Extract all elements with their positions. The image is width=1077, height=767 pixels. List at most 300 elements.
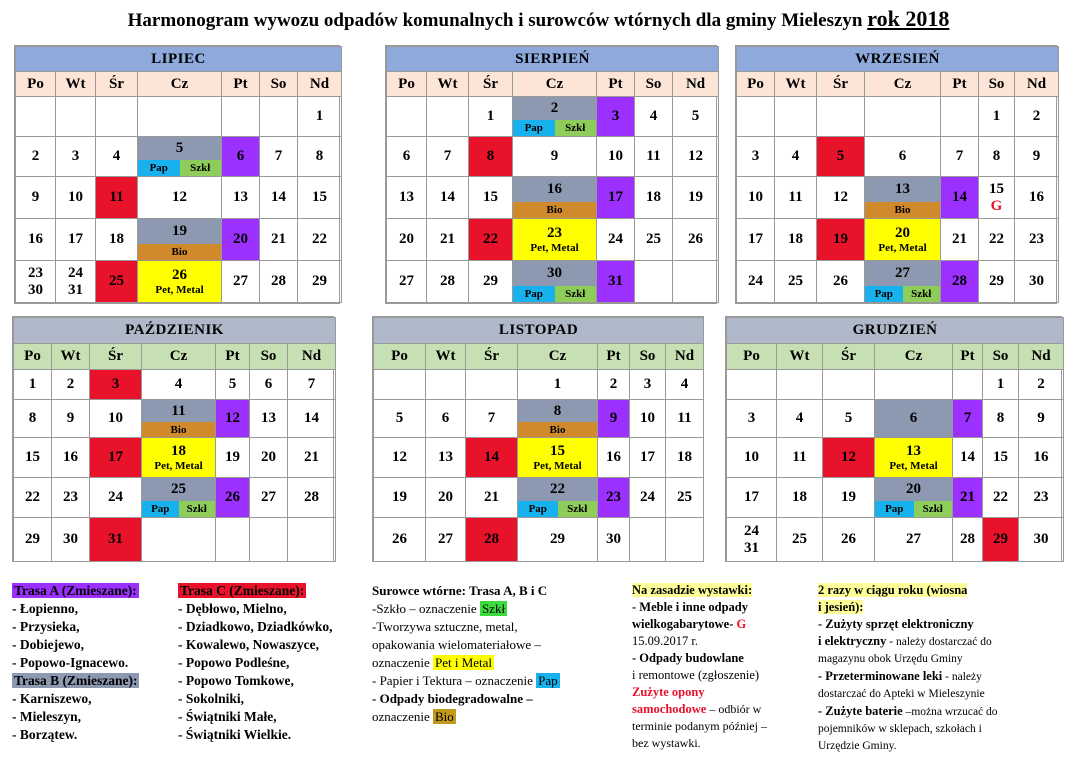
pet-metal-tag: Pet, Metal (533, 460, 582, 472)
day-number: 5 (138, 137, 221, 160)
day-cell-pap-szkl (875, 478, 953, 518)
day-header: Wt (52, 344, 90, 370)
day-cell: 30 (598, 518, 630, 562)
day-cell: 30 (52, 518, 90, 562)
day-cell: 17 (630, 438, 666, 478)
day-header: Nd (1015, 72, 1059, 97)
bio-tag: Bio (518, 422, 597, 437)
day-cell: 1 (298, 97, 342, 137)
day-cell: 29 (298, 261, 342, 303)
day-cell-trasa-a: 21 (953, 478, 983, 518)
day-cell: 9 (16, 177, 56, 219)
day-cell: 4 (635, 97, 673, 137)
day-cell: 14 (288, 400, 336, 438)
day-header: Cz (875, 344, 953, 370)
day-cell: 1 (518, 370, 598, 400)
szkl-tag: Szkł (179, 501, 216, 517)
day-cell: 7 (466, 400, 518, 438)
legend-line: pojemników w sklepach, szkołach i (818, 723, 982, 735)
day-cell: 18 (666, 438, 704, 478)
day-cell: 12 (138, 177, 222, 219)
day-cell: 4 (775, 137, 817, 177)
day-header: Nd (1019, 344, 1064, 370)
legend-text: i elektryczny (818, 634, 887, 648)
day-number: 2 (513, 97, 596, 120)
day-header: So (630, 344, 666, 370)
day-cell-pap-szkl (513, 261, 597, 303)
legend-line (818, 703, 1068, 721)
day-cell: 11 (666, 400, 704, 438)
day-cell-pet-metal (138, 261, 222, 303)
day-cell: 25 (777, 518, 823, 562)
legend-line (372, 654, 617, 672)
day-cell: 14 (953, 438, 983, 478)
dwa-razy-title2 (818, 599, 1068, 616)
bio-tag: Bio (513, 202, 596, 218)
day-cell: 20 (387, 219, 427, 261)
pap-label: Pap (538, 673, 558, 688)
day-cell: 24 (597, 219, 635, 261)
day-header: Nd (673, 72, 719, 97)
day-cell: 2 (598, 370, 630, 400)
day-header: Nd (666, 344, 704, 370)
legend-text: –można wrzucać do (902, 706, 998, 718)
pap-tag: Pap (865, 286, 903, 302)
day-cell: 1 (14, 370, 52, 400)
legend-dwa-razy (818, 582, 1068, 755)
day-cell: 4 (142, 370, 216, 400)
day-number: 15 (989, 180, 1004, 197)
day-header: Po (14, 344, 52, 370)
day-cell: 9 (52, 400, 90, 438)
day-cell-trasa-a: 9 (598, 400, 630, 438)
day-cell: 5 (673, 97, 719, 137)
day-cell: 10 (56, 177, 96, 219)
day-cell: 8 (14, 400, 52, 438)
day-header: Wt (427, 72, 469, 97)
szkl-tag: Szkł (555, 120, 597, 136)
day-cell-trasa-a: 6 (222, 137, 260, 177)
day-cell: 25 (666, 478, 704, 518)
legend-item: - Łopienno, (12, 601, 79, 616)
day-cell: 19 (374, 478, 426, 518)
legend-line (818, 668, 1068, 686)
day-header: Po (16, 72, 56, 97)
day-cell: 10 (727, 438, 777, 478)
day-cell: 28 (260, 261, 298, 303)
month-title: PAŹDZIENIK (14, 318, 336, 344)
day-cell: 10 (90, 400, 142, 438)
day-cell: 8 (979, 137, 1015, 177)
day-header: Po (727, 344, 777, 370)
day-cell-trasa-c: 11 (96, 177, 138, 219)
month-title: LIPIEC (16, 47, 342, 72)
day-cell-trasa-c: 17 (90, 438, 142, 478)
day-header: Śr (90, 344, 142, 370)
day-cell: 6 (387, 137, 427, 177)
day-cell-gabaryty (979, 177, 1015, 219)
day-cell: 15 (983, 438, 1019, 478)
day-cell-trasa-c: 22 (469, 219, 513, 261)
day-number: 24 (68, 264, 83, 281)
legend-item: - Borzątew. (12, 727, 78, 742)
month-grudzien (725, 316, 1062, 562)
legend-text: - Zużyte baterie (818, 704, 903, 718)
day-cell: 3 (630, 370, 666, 400)
dwa-razy-label: i jesień): (818, 600, 864, 614)
day-cell: 7 (941, 137, 979, 177)
day-header: Po (387, 72, 427, 97)
day-header: Śr (823, 344, 875, 370)
day-cell-pet-metal (518, 438, 598, 478)
gabaryty-tag: G (990, 197, 1003, 214)
bio-tag: Bio (138, 244, 221, 260)
day-cell-double (727, 518, 777, 562)
day-cell: 28 (953, 518, 983, 562)
day-cell-trasa-a: 7 (953, 400, 983, 438)
legend-item: - Popowo Podleśne, (178, 655, 290, 670)
legend-text: wielkogabarytowe- (632, 617, 737, 631)
szkl-tag: Szkł (180, 160, 222, 176)
legend-trasa-c-title (178, 582, 363, 600)
day-cell: 21 (466, 478, 518, 518)
day-cell-trasa-c: 31 (90, 518, 142, 562)
pet-metal-tag: Pet, Metal (154, 460, 203, 472)
legend-item: - Świątniki Wielkie. (178, 727, 292, 742)
day-cell: 23 (1019, 478, 1064, 518)
day-header: Pt (953, 344, 983, 370)
legend-line: terminie podanym później – (632, 719, 767, 733)
day-header: Cz (513, 72, 597, 97)
day-cell-pet-metal (875, 438, 953, 478)
day-number: 16 (513, 177, 596, 202)
legend-trasa-b-title (12, 672, 172, 690)
day-cell-gray: 6 (875, 400, 953, 438)
pap-tag: Pap (875, 501, 914, 517)
legend-item: - Dobiejewo, (12, 637, 84, 652)
day-header: So (979, 72, 1015, 97)
day-number: 13 (865, 177, 940, 202)
legend-line: - Meble i inne odpady (632, 600, 748, 614)
day-cell-pet-metal (513, 219, 597, 261)
day-cell: 2 (52, 370, 90, 400)
day-cell: 25 (775, 261, 817, 303)
day-cell: 6 (865, 137, 941, 177)
legend-line: bez wystawki. (632, 736, 701, 750)
day-cell: 13 (426, 438, 466, 478)
day-cell: 6 (250, 370, 288, 400)
day-cell: 24 (90, 478, 142, 518)
day-header: Śr (469, 72, 513, 97)
trasa-c-label: Trasa C (Zmieszane): (180, 583, 305, 598)
day-cell: 27 (250, 478, 288, 518)
day-cell-trasa-a: 28 (941, 261, 979, 303)
pet-metal-tag: Pet, Metal (530, 242, 579, 254)
day-number: 11 (142, 400, 215, 422)
title-year: rok 2018 (867, 6, 950, 31)
day-cell-trasa-a: 17 (597, 177, 635, 219)
day-cell: 30 (1019, 518, 1064, 562)
day-header: So (635, 72, 673, 97)
day-number: 20 (875, 478, 952, 501)
day-header: Po (737, 72, 775, 97)
day-cell: 12 (374, 438, 426, 478)
day-cell: 11 (635, 137, 673, 177)
legend-text: - należy (942, 671, 982, 683)
szkl-tag: Szkł (558, 501, 598, 517)
pap-tag: Pap (142, 501, 179, 517)
legend-item: - Kowalewo, Nowaszyce, (178, 637, 319, 652)
day-header: Śr (817, 72, 865, 97)
day-cell: 14 (427, 177, 469, 219)
day-number: 24 (744, 522, 759, 539)
day-cell: 2 (16, 137, 56, 177)
day-cell: 16 (1019, 438, 1064, 478)
day-number: 8 (518, 400, 597, 422)
bio-tag: Bio (142, 422, 215, 437)
day-header: So (260, 72, 298, 97)
day-cell: 4 (96, 137, 138, 177)
day-number: 19 (138, 219, 221, 244)
day-cell-trasa-a: 23 (598, 478, 630, 518)
gabaryty-label: G (736, 617, 747, 631)
day-cell: 5 (823, 400, 875, 438)
day-cell: 15 (469, 177, 513, 219)
day-cell-double (16, 261, 56, 303)
wystawki-title (632, 582, 812, 599)
day-cell: 5 (374, 400, 426, 438)
day-cell: 13 (250, 400, 288, 438)
day-cell-trasa-a: 20 (222, 219, 260, 261)
day-cell: 18 (635, 177, 673, 219)
trasa-b-label: Trasa B (Zmieszane): (14, 673, 138, 688)
day-cell: 27 (222, 261, 260, 303)
day-cell: 10 (597, 137, 635, 177)
pap-tag: Pap (513, 286, 555, 302)
legend-line: - Odpady budowlane (632, 651, 744, 665)
legend-item: - Dziadkowo, Dziadkówko, (178, 619, 333, 634)
legend-line: - Zużyty sprzęt elektroniczny (818, 617, 974, 631)
legend-line: - Odpady biodegradowalne – (372, 691, 533, 706)
day-number: 22 (518, 478, 597, 501)
day-cell: 10 (737, 177, 775, 219)
day-cell: 22 (14, 478, 52, 518)
day-header: Pt (222, 72, 260, 97)
legend-wystawki (632, 582, 812, 752)
legend-item: - Świątniki Małe, (178, 709, 277, 724)
pap-tag: Pap (513, 120, 555, 136)
day-cell: 29 (518, 518, 598, 562)
legend-text: - Papier i Tektura – oznaczenie (372, 673, 537, 688)
day-number: 23 (547, 225, 562, 241)
surowce-title: Surowce wtórne: Trasa A, B i C (372, 583, 548, 598)
legend-item: - Dębłowo, Mielno, (178, 601, 287, 616)
szkl-tag: Szkł (914, 501, 953, 517)
month-title: LISTOPAD (374, 318, 704, 344)
day-number: 26 (172, 267, 187, 283)
legend-line: opakowania wielomateriałowe – (372, 637, 541, 652)
day-cell-trasa-a: 31 (597, 261, 635, 303)
day-cell-trasa-a: 3 (597, 97, 635, 137)
day-cell: 21 (260, 219, 298, 261)
day-cell: 3 (737, 137, 775, 177)
day-cell: 2 (1019, 370, 1064, 400)
day-cell-trasa-c: 19 (817, 219, 865, 261)
day-header: Po (374, 344, 426, 370)
day-cell-pap-szkl (518, 478, 598, 518)
day-cell: 20 (250, 438, 288, 478)
day-number: 18 (171, 443, 186, 459)
day-cell: 13 (387, 177, 427, 219)
day-number: 25 (142, 478, 215, 501)
page-title (0, 6, 1077, 32)
day-header: Wt (56, 72, 96, 97)
day-cell: 29 (469, 261, 513, 303)
day-header: Pt (216, 344, 250, 370)
legend-trasa-a-title (12, 582, 172, 600)
legend-line (372, 672, 617, 690)
day-header: Nd (298, 72, 342, 97)
pap-tag: Pap (518, 501, 558, 517)
day-cell: 17 (727, 478, 777, 518)
day-cell-bio (865, 177, 941, 219)
legend-text: – odbiór w (706, 702, 762, 716)
day-number: 27 (865, 261, 940, 286)
day-header: Pt (598, 344, 630, 370)
day-cell: 17 (737, 219, 775, 261)
legend-line: 15.09.2017 r. (632, 634, 698, 648)
day-cell: 15 (14, 438, 52, 478)
legend-line (632, 701, 812, 718)
legend-item: - Mieleszyn, (12, 709, 81, 724)
day-number: 31 (68, 281, 83, 298)
day-header: So (250, 344, 288, 370)
pet-metal-tag: Pet, Metal (155, 284, 204, 296)
day-cell: 22 (979, 219, 1015, 261)
day-cell: 19 (216, 438, 250, 478)
day-cell: 14 (260, 177, 298, 219)
day-number: 31 (744, 539, 759, 556)
day-cell-bio (142, 400, 216, 438)
day-cell-trasa-c: 28 (466, 518, 518, 562)
dwa-razy-label: 2 razy w ciągu roku (wiosna (818, 583, 968, 597)
legend-text: - Przeterminowane leki (818, 669, 943, 683)
day-cell-pap-szkl (142, 478, 216, 518)
day-cell: 21 (941, 219, 979, 261)
month-wrzesien (735, 45, 1057, 304)
day-cell: 25 (635, 219, 673, 261)
day-cell-bio (518, 400, 598, 438)
day-cell-trasa-c: 25 (96, 261, 138, 303)
day-cell: 19 (673, 177, 719, 219)
day-cell-pap-szkl (138, 137, 222, 177)
month-title: GRUDZIEŃ (727, 318, 1064, 344)
day-cell: 4 (777, 400, 823, 438)
day-cell: 26 (673, 219, 719, 261)
day-cell: 24 (630, 478, 666, 518)
legend-surowce (372, 582, 617, 726)
day-cell: 16 (598, 438, 630, 478)
szkl-tag: Szkł (903, 286, 941, 302)
day-cell: 22 (298, 219, 342, 261)
day-header: Śr (96, 72, 138, 97)
legend-item: - Sokolniki, (178, 691, 245, 706)
szkl-tag: Szkł (555, 286, 597, 302)
day-cell: 11 (777, 438, 823, 478)
title-text: Harmonogram wywozu odpadów komunalnych i surowców wtórnych dla gminy Mieleszyn (127, 10, 863, 31)
trasa-a-label: Trasa A (Zmieszane): (14, 583, 137, 598)
day-header: Wt (775, 72, 817, 97)
day-cell: 3 (727, 400, 777, 438)
day-cell-bio (138, 219, 222, 261)
day-cell: 27 (426, 518, 466, 562)
day-cell: 1 (469, 97, 513, 137)
day-number: 23 (28, 264, 43, 281)
day-cell: 4 (666, 370, 704, 400)
day-cell: 26 (817, 261, 865, 303)
legend-item: - Przysieka, (12, 619, 80, 634)
day-cell: 11 (775, 177, 817, 219)
day-cell: 7 (427, 137, 469, 177)
day-cell: 18 (96, 219, 138, 261)
month-sierpien (385, 45, 717, 304)
day-cell: 8 (983, 400, 1019, 438)
day-header: Wt (777, 344, 823, 370)
day-number: 13 (906, 443, 921, 459)
legend-trasa-c (178, 582, 363, 744)
day-cell: 28 (288, 478, 336, 518)
day-cell-bio (513, 177, 597, 219)
day-cell: 29 (979, 261, 1015, 303)
day-cell: 21 (288, 438, 336, 478)
day-cell: 9 (1015, 137, 1059, 177)
day-header: Śr (466, 344, 518, 370)
day-cell-double (56, 261, 96, 303)
day-header: Cz (138, 72, 222, 97)
pap-tag: Pap (138, 160, 180, 176)
day-cell-trasa-c: 12 (823, 438, 875, 478)
day-header: Pt (597, 72, 635, 97)
day-cell: 24 (737, 261, 775, 303)
day-cell-trasa-c: 8 (469, 137, 513, 177)
day-header: Pt (941, 72, 979, 97)
legend-line: i remontowe (zgłoszenie) (632, 668, 760, 682)
month-lipiec (14, 45, 340, 304)
day-cell: 22 (983, 478, 1019, 518)
bio-tag: Bio (865, 202, 940, 218)
day-cell: 18 (777, 478, 823, 518)
day-cell: 30 (1015, 261, 1059, 303)
day-cell: 26 (374, 518, 426, 562)
bio-label: Bio (434, 709, 454, 724)
day-cell: 19 (823, 478, 875, 518)
day-header: So (983, 344, 1019, 370)
legend-item: - Popowo-Ignacewo. (12, 655, 129, 670)
day-cell-trasa-c: 29 (983, 518, 1019, 562)
pet-metal-tag: Pet, Metal (878, 242, 927, 254)
day-cell: 6 (426, 400, 466, 438)
month-listopad (372, 316, 704, 562)
day-cell: 13 (222, 177, 260, 219)
day-header: Cz (865, 72, 941, 97)
dwa-razy-title (818, 582, 1068, 599)
legend-text: samochodowe (632, 702, 707, 716)
legend-line: Zużyte opony (632, 685, 705, 699)
day-cell: 1 (979, 97, 1015, 137)
legend-line (372, 708, 617, 726)
day-cell: 16 (16, 219, 56, 261)
day-cell-pet-metal (142, 438, 216, 478)
